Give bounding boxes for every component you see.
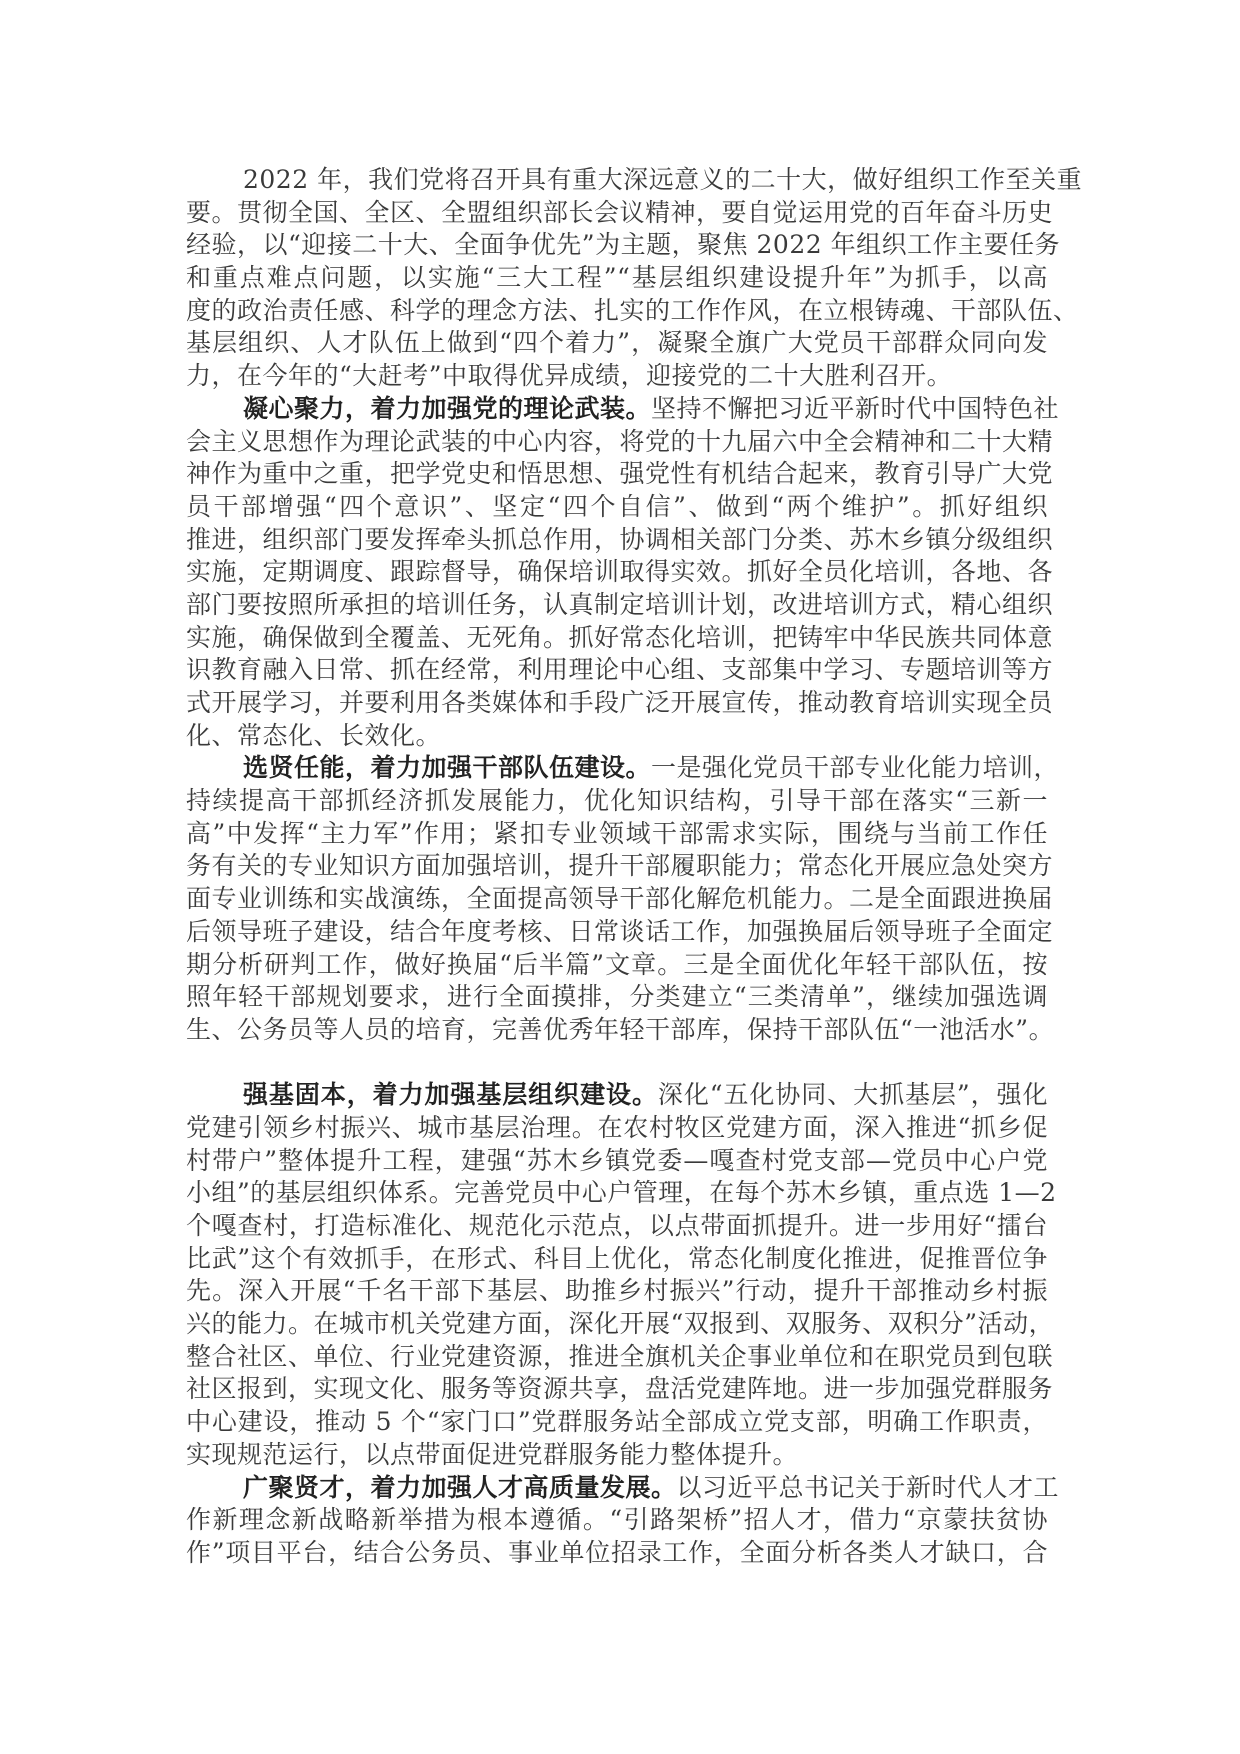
text-line: 识教育融入日常、抓在经常，利用理论中心组、支部集中学习、专题培训等方 [186, 655, 1054, 685]
text-line: 小组”的基层组织体系。完善党员中心户管理，在每个苏木乡镇，重点选 1—2 [186, 1178, 1057, 1208]
text-line: 和重点难点问题，以实施“三大工程”“基层组织建设提升年”为抓手，以高 [186, 263, 1048, 293]
text-line: 员干部增强“四个意识”、坚定“四个自信”、做到“两个维护”。抓好组织 [186, 491, 1048, 521]
text-line: 高”中发挥“主力军”作用；紧扣专业领域干部需求实际，围绕与当前工作任 [186, 818, 1048, 848]
text-line: 后领导班子建设，结合年度考核、日常谈话工作，加强换届后领导班子全面定 [186, 916, 1054, 946]
paragraph-heading: 强基固本，着力加强基层组织建设。 [243, 1080, 658, 1110]
text-span: 以习近平总书记关于新时代人才工 [676, 1472, 1060, 1502]
text-line: 基层组织、人才队伍上做到“四个着力”，凝聚全旗广大党员干部群众同向发 [186, 328, 1048, 358]
text-line: 个嘎查村，打造标准化、规范化示范点，以点带面抓提升。进一步用好“擂台 [186, 1211, 1048, 1240]
text-line: 面专业训练和实战演练，全面提高领导干部化解危机能力。二是全面跟进换届 [186, 884, 1054, 914]
paragraph-theory [186, 393, 1060, 753]
text-line [186, 1472, 1060, 1505]
text-line: 实现规范运行，以点带面促进党群服务能力整体提升。 [186, 1439, 799, 1469]
paragraph-talent [186, 1472, 1060, 1570]
text-line [186, 1079, 1048, 1112]
paragraph-heading: 凝心聚力，着力加强党的理论武装。 [243, 393, 652, 423]
text-line: 会主义思想作为理论武装的中心内容，将党的十九届六中全会精神和二十大精 [186, 426, 1054, 456]
text-line: 度的政治责任感、科学的理念方法、扎实的工作作风，在立根铸魂、干部队伍、 [186, 295, 1079, 325]
text-span: 深化“五化协同、大抓基层”，强化 [657, 1080, 1048, 1110]
text-span: 一是强化党员干部专业化能力培训， [651, 753, 1060, 783]
text-line: 部门要按照所承担的培训任务，认真制定培训计划，改进培训方式，精心组织 [186, 589, 1054, 619]
text-line: 生、公务员等人员的培育，完善优秀年轻干部库，保持干部队伍“一池活水”。 [186, 1014, 1055, 1044]
paragraph-intro [186, 164, 1083, 393]
text-line: 作新理念新战略新举措为根本遵循。“引路架桥”招人才，借力“京蒙扶贫协 [186, 1505, 1048, 1535]
text-span: 坚持不懈把习近平新时代中国特色社 [651, 393, 1060, 423]
text-line: 照年轻干部规划要求，进行全面摸排，分类建立“三类清单”，继续加强选调 [186, 982, 1048, 1012]
text-line: 化、常态化、长效化。 [186, 720, 442, 750]
text-line: 神作为重中之重，把学党史和悟思想、强党性有机结合起来，教育引导广大党 [186, 459, 1054, 489]
paragraph-grassroots [186, 1079, 1057, 1471]
text-line: 作”项目平台，结合公务员、事业单位招录工作，全面分析各类人才缺口，合 [186, 1537, 1048, 1567]
text-line: 推进，组织部门要发挥牵头抓总作用，协调相关部门分类、苏木乡镇分级组织 [186, 524, 1054, 554]
text-line: 实施，定期调度、跟踪督导，确保培训取得实效。抓好全员化培训，各地、各 [186, 557, 1054, 587]
text-line [186, 393, 1060, 426]
text-line: 务有关的专业知识方面加强培训，提升干部履职能力；常态化开展应急处突方 [186, 851, 1054, 881]
text-line: 式开展学习，并要利用各类媒体和手段广泛开展宣传，推动教育培训实现全员 [186, 688, 1054, 717]
text-line: 村带户”整体提升工程，建强“苏木乡镇党委—嘎查村党支部—党员中心户党 [186, 1145, 1048, 1175]
text-line: 实施，确保做到全覆盖、无死角。抓好常态化培训，把铸牢中华民族共同体意 [186, 622, 1054, 652]
paragraph-cadres [186, 752, 1060, 1046]
text-line: 比武”这个有效抓手，在形式、科目上优化，常态化制度化推进，促推晋位争 [186, 1243, 1048, 1273]
document-page [186, 164, 1083, 1570]
text-line: 中心建设，推动 5 个“家门口”党群服务站全部成立党支部，明确工作职责， [186, 1407, 1048, 1437]
text-line: 党建引领乡村振兴、城市基层治理。在农村牧区党建方面，深入推进“抓乡促 [186, 1112, 1048, 1142]
text-line: 先。深入开展“千名干部下基层、助推乡村振兴”行动，提升干部推动乡村振 [186, 1276, 1048, 1306]
text-line [186, 752, 1060, 785]
paragraph-heading: 选贤任能，着力加强干部队伍建设。 [243, 753, 652, 783]
text-line: 兴的能力。在城市机关党建方面，深化开展“双报到、双服务、双积分”活动， [186, 1309, 1055, 1339]
text-line: 期分析研判工作，做好换届“后半篇”文章。三是全面优化年轻干部队伍，按 [186, 949, 1048, 979]
text-line: 经验，以“迎接二十大、全面争优先”为主题，聚焦 2022 年组织工作主要任务 [186, 230, 1061, 260]
text-line: 2022 年，我们党将召开具有重大深远意义的二十大，做好组织工作至关重 [243, 165, 1083, 194]
paragraph-heading: 广聚贤才，着力加强人才高质量发展。 [243, 1472, 677, 1502]
text-line: 整合社区、单位、行业党建资源，推进全旗机关企事业单位和在职党员到包联 [186, 1341, 1054, 1371]
blank-line [186, 1047, 1048, 1080]
text-line: 持续提高干部抓经济抓发展能力，优化知识结构，引导干部在落实“三新一 [186, 786, 1048, 816]
text-line: 社区报到，实现文化、服务等资源共享，盘活党建阵地。进一步加强党群服务 [186, 1374, 1054, 1404]
text-line: 要。贯彻全国、全区、全盟组织部长会议精神，要自觉运用党的百年奋斗历史 [186, 197, 1054, 227]
text-line: 力，在今年的“大赶考”中取得优异成绩，迎接党的二十大胜利召开。 [186, 361, 953, 391]
